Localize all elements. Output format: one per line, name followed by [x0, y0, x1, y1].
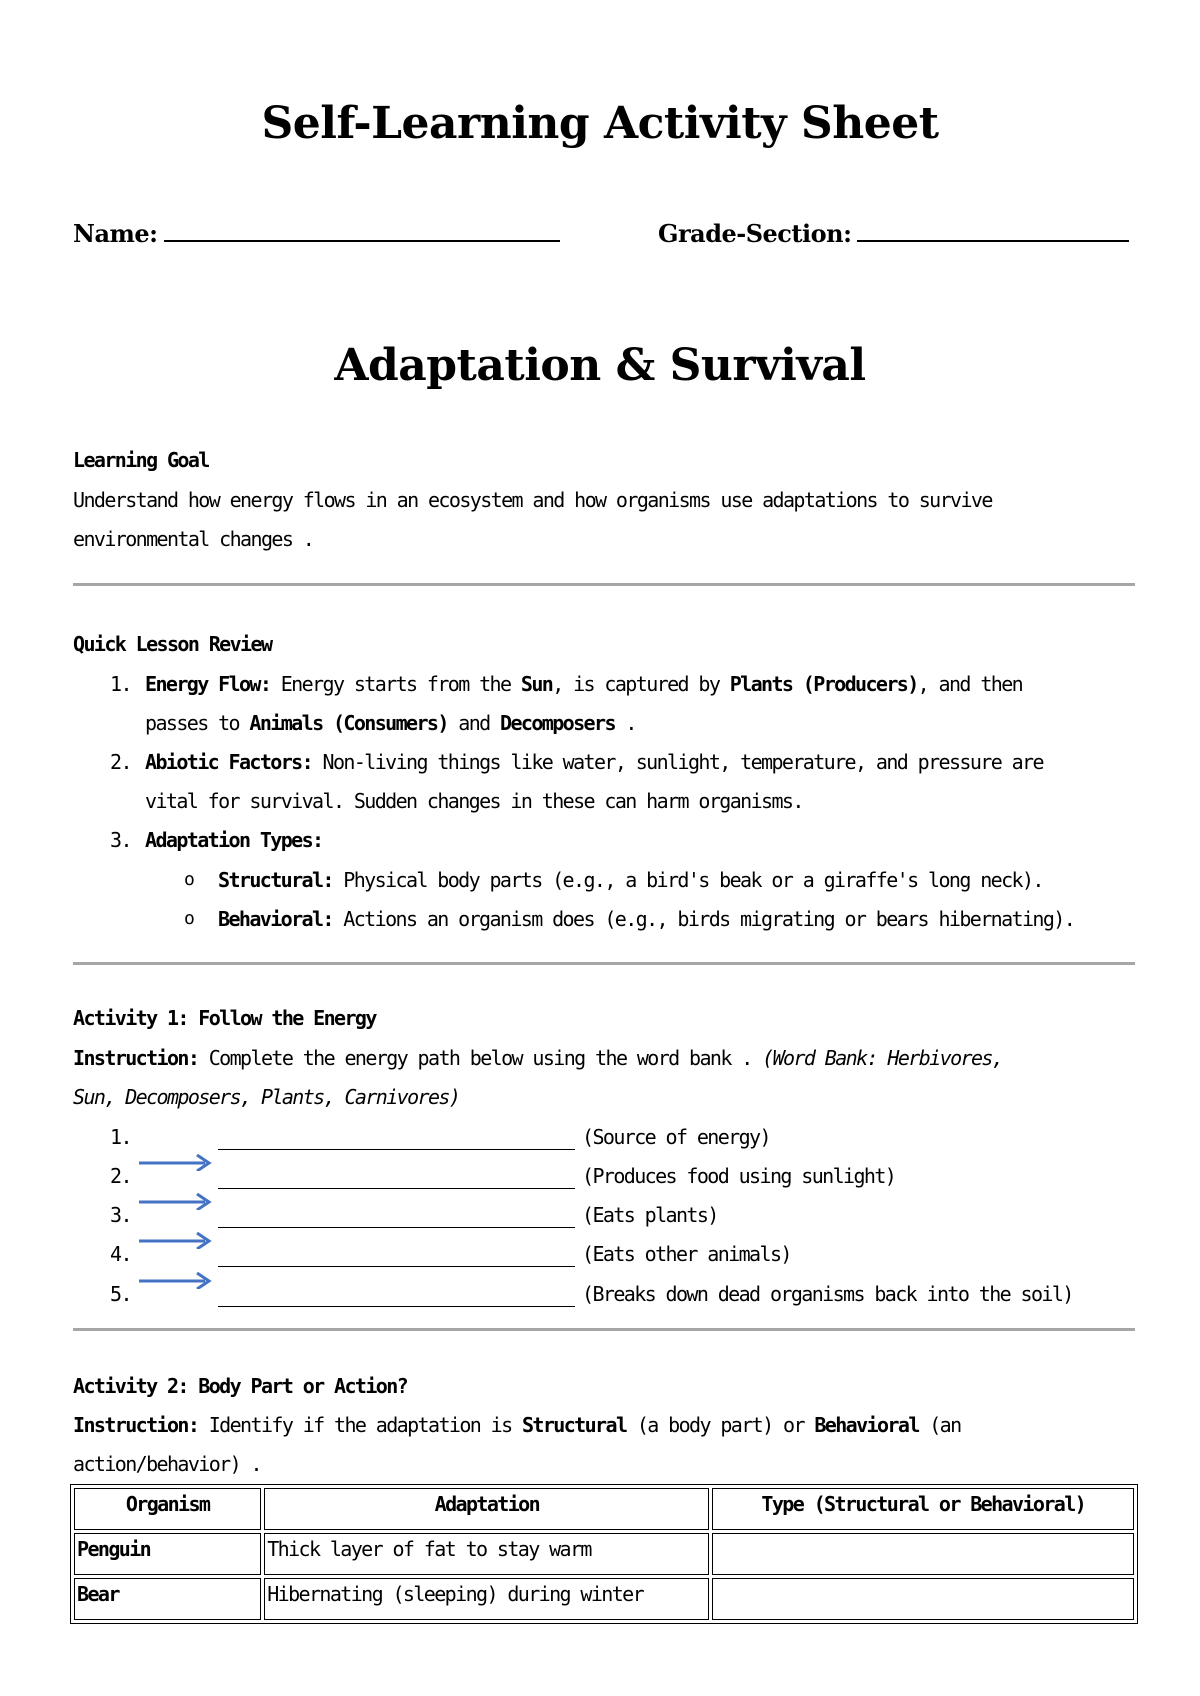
step-hint: (Eats plants): [582, 1203, 718, 1227]
column-header-type: Type (Structural or Behavioral): [712, 1488, 1134, 1530]
answer-blank[interactable]: [218, 1149, 575, 1150]
subitem-behavioral: Behavioral: Actions an organism does (e.g., birds migrating or bears hibernating).: [218, 907, 1075, 931]
step-number: 2.: [110, 1164, 131, 1188]
subitem-structural: Structural: Physical body parts (e.g., a bird's beak or a giraffe's long neck).: [218, 868, 1043, 892]
sheet-title: Self-Learning Activity Sheet: [261, 98, 939, 149]
cell-organism: Bear: [74, 1578, 261, 1620]
review-item-number: 2.: [110, 750, 131, 774]
table-header-row: [74, 1488, 1134, 1530]
activity2-heading: Activity 2: Body Part or Action?: [73, 1374, 408, 1398]
arrow-right-icon: [137, 1190, 213, 1210]
grade-section-field[interactable]: [658, 218, 1129, 248]
cell-type-answer[interactable]: [712, 1578, 1134, 1620]
step-hint: (Source of energy): [582, 1125, 770, 1149]
topic-title: Adaptation & Survival: [334, 340, 866, 391]
arrow-right-icon: [137, 1151, 213, 1171]
step-number: 3.: [110, 1203, 131, 1227]
review-heading: Quick Lesson Review: [73, 632, 272, 656]
step-hint: (Produces food using sunlight): [582, 1164, 896, 1188]
cell-organism: Penguin: [74, 1533, 261, 1575]
review-item-energy-flow: Energy Flow: Energy starts from the Sun, is captured by Plants (Producers), and then: [145, 672, 1023, 696]
cell-adaptation: Thick layer of fat to stay warm: [264, 1533, 709, 1575]
name-blank[interactable]: [164, 218, 560, 242]
review-item-abiotic: Abiotic Factors: Non-living things like water, sunlight, temperature, and pressure are: [145, 750, 1043, 774]
activity2-instruction-cont: action/behavior) .: [73, 1452, 261, 1476]
learning-goal-line-2: environmental changes .: [73, 527, 314, 551]
answer-blank[interactable]: [218, 1266, 575, 1267]
answer-blank[interactable]: [218, 1188, 575, 1189]
divider: [73, 962, 1135, 965]
step-number: 1.: [110, 1125, 131, 1149]
arrow-right-icon: [137, 1229, 213, 1249]
divider: [73, 583, 1135, 586]
adaptation-table: [70, 1484, 1138, 1624]
divider: [73, 1328, 1135, 1331]
name-label: Name:: [73, 219, 158, 248]
name-field[interactable]: [73, 218, 560, 248]
step-number: 5.: [110, 1282, 131, 1306]
bullet-icon: o: [184, 908, 195, 929]
table-row: [74, 1578, 1134, 1620]
cell-adaptation: Hibernating (sleeping) during winter: [264, 1578, 709, 1620]
activity1-heading: Activity 1: Follow the Energy: [73, 1006, 376, 1030]
answer-blank[interactable]: [218, 1227, 575, 1228]
column-header-organism: Organism: [74, 1488, 261, 1530]
step-hint: (Breaks down dead organisms back into the soil): [582, 1282, 1073, 1306]
table-row: [74, 1533, 1134, 1575]
review-item-number: 3.: [110, 828, 131, 852]
arrow-right-icon: [137, 1269, 213, 1289]
learning-goal-line-1: Understand how energy flows in an ecosystem and how organisms use adaptations to survive: [73, 488, 992, 512]
review-item-adaptation-types: Adaptation Types:: [145, 828, 323, 852]
step-number: 4.: [110, 1242, 131, 1266]
answer-blank[interactable]: [218, 1306, 575, 1307]
review-item-abiotic-cont: vital for survival. Sudden changes in these can harm organisms.: [145, 789, 803, 813]
step-hint: (Eats other animals): [582, 1242, 791, 1266]
cell-type-answer[interactable]: [712, 1533, 1134, 1575]
learning-goal-heading: Learning Goal: [73, 448, 209, 472]
grade-section-label: Grade-Section:: [658, 219, 852, 248]
activity1-instruction: Instruction: Complete the energy path below using the word bank . (Word Bank: Herbivores,: [73, 1046, 1003, 1070]
review-item-number: 1.: [110, 672, 131, 696]
review-item-energy-flow-cont: passes to Animals (Consumers) and Decomposers .: [145, 711, 636, 735]
activity1-word-bank: Sun, Decomposers, Plants, Carnivores): [73, 1085, 460, 1109]
bullet-icon: o: [184, 869, 195, 890]
activity2-instruction: Instruction: Identify if the adaptation is Structural (a body part) or Behavioral (an: [73, 1413, 961, 1437]
column-header-adaptation: Adaptation: [264, 1488, 709, 1530]
grade-section-blank[interactable]: [857, 218, 1129, 242]
